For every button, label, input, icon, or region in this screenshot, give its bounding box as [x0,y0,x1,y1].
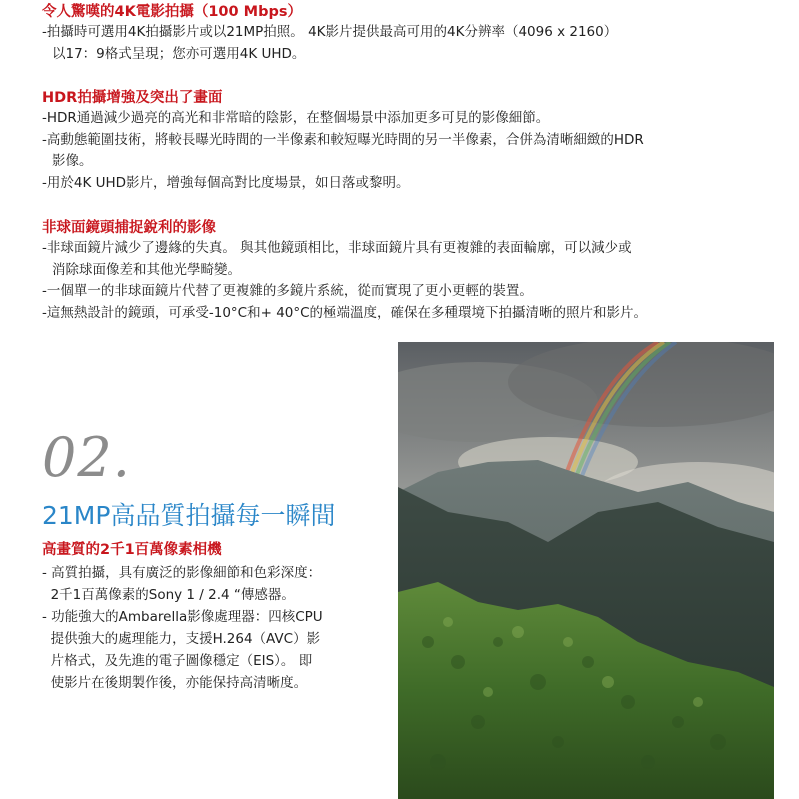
landscape-photo [398,342,774,799]
body-line: 以17：9格式呈現；您亦可選用4K UHD。 [52,45,306,62]
section-title: HDR拍攝增強及突出了畫面 [42,90,223,106]
section-hdr [42,88,782,194]
body-line: -HDR通過減少過亮的高光和非常暗的陰影，在整個場景中添加更多可見的影像細節。 [42,110,550,126]
body-line: -非球面鏡片減少了邊緣的失真。 與其他鏡頭相比，非球面鏡片具有更複雜的表面輪廓，可以減少或 [42,240,632,256]
feature-subtitle: 高畫質的2千1百萬像素相機 [42,542,222,558]
feature-body [42,562,382,694]
body-line: 片格式，及先進的電子圖像穩定（EIS）。 即 [42,653,313,669]
body-line: -一個單一的非球面鏡片代替了更複雜的多鏡片系統，從而實現了更小更輕的裝置。 [42,283,533,300]
body-line: 使影片在後期製作後，亦能保持高清晰度。 [42,675,308,691]
body-line: 2千1百萬像素的Sony 1 / 2.4 “傳感器。 [42,587,295,603]
section-aspherical-lens [42,218,782,324]
section-title: 令人驚嘆的4K電影拍攝（100 Mbps） [42,4,302,20]
body-line: -拍攝時可選用4K拍攝影片或以21MP拍照。 4K影片提供最高可用的4K分辨率（4096 x 2160） [42,24,618,40]
body-line: 消除球面像差和其他光學畸變。 [52,261,241,278]
body-line: - 高質拍攝，具有廣泛的影像細節和色彩深度： [42,565,322,581]
body-line: -高動態範圍技術，將較長曝光時間的一半像素和較短曝光時間的另一半像素，合併為清晰細緻的HDR [42,131,644,148]
section-title: 非球面鏡頭捕捉銳利的影像 [42,220,216,236]
body-line: -用於4K UHD影片，增強每個高對比度場景，如日落或黎明。 [42,174,410,191]
body-line: 影像。 [52,153,93,170]
body-line: - 功能強大的Ambarella影像處理器：四核CPU [42,609,323,625]
feature-number: 02. [42,426,131,489]
feature-title: 21MP高品質拍攝每一瞬間 [42,501,336,530]
section-4k-video [42,2,782,65]
body-line: 提供強大的處理能力，支援H.264（AVC）影 [42,631,321,647]
body-line: -這無熱設計的鏡頭，可承受-10°C和+ 40°C的極端溫度，確保在多種環境下拍攝清晰的照片和影片。 [42,304,648,321]
